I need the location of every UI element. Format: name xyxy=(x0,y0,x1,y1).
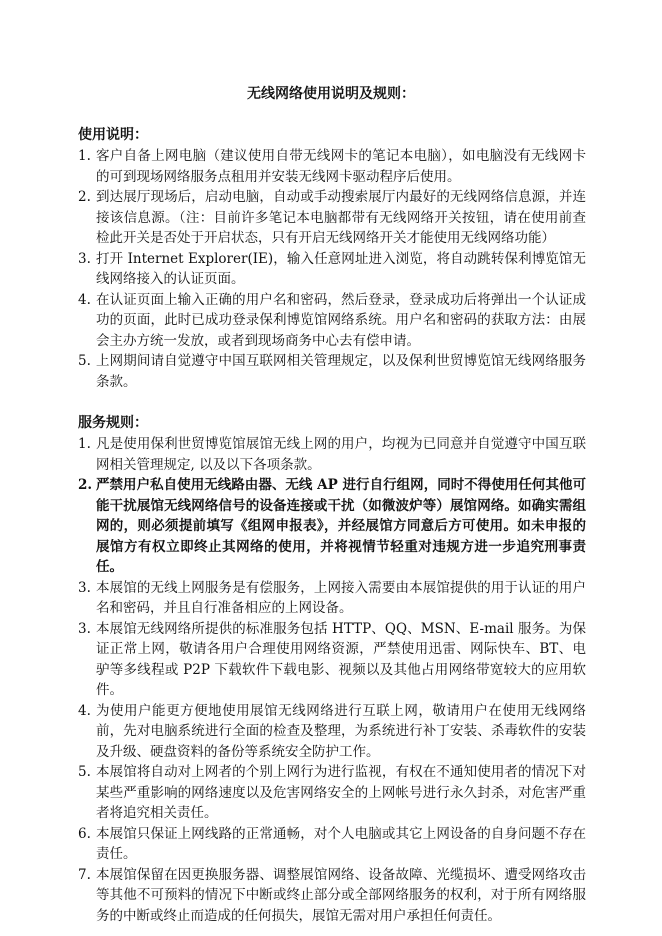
usage-item-text: 上网期间请自觉遵守中国互联网相关管理规定，以及保利世贸博览馆无线网络服务条款。 xyxy=(96,353,586,390)
rule-item-emphasized xyxy=(78,475,586,578)
usage-item xyxy=(78,351,586,392)
rule-item xyxy=(78,762,586,824)
document-body xyxy=(78,124,586,926)
usage-item-text: 在认证页面上输入正确的用户名和密码，然后登录，登录成功后将弹出一个认证成功的页面，此时已成功登录保利博览馆网络系统。用户名和密码的获取方法：由展会主办方统一发放，或者到现场商务中心去有偿申请。 xyxy=(96,291,586,349)
rule-item-text: 本展馆无线网络所提供的标准服务包括 HTTP、QQ、MSN、E-mail 服务。为保证正常上网，敬请各用户合理使用网络资源，严禁使用迅雷、网际快车、BT、电驴等多线程或 P2P 下载软件下载电影、视频以及其他占用网络带宽较大的应用软件。 xyxy=(96,620,586,698)
rule-item xyxy=(78,824,586,865)
usage-item-number: 4. xyxy=(78,291,91,308)
usage-heading: 使用说明： xyxy=(78,127,148,143)
usage-item xyxy=(78,290,586,352)
rule-item xyxy=(78,701,586,763)
rule-item-text: 为使用户能更方便地使用展馆无线网络进行互联上网，敬请用户在使用无线网络前，先对电脑系统进行全面的检查及整理，为系统进行补丁安装、杀毒软件的安装及升级、硬盘资料的备份等系统安全防护工作。 xyxy=(96,702,586,760)
rule-item-text: 本展馆将自动对上网者的个别上网行为进行监视，有权在不通知使用者的情况下对某些严重影响的网络速度以及危害网络安全的上网帐号进行永久封杀，对危害严重者将追究相关责任。 xyxy=(96,764,586,821)
rule-item-text: 本展馆的无线上网服务是有偿服务，上网接入需要由本展馆提供的用于认证的用户名和密码，并且自行准备相应的上网设备。 xyxy=(96,579,586,616)
rule-item xyxy=(78,434,586,475)
usage-item-number: 3. xyxy=(78,250,91,267)
rule-item xyxy=(78,619,586,701)
rule-item-number: 4. xyxy=(78,702,91,719)
rules-heading: 服务规则： xyxy=(78,415,148,431)
usage-item-text: 到达展厅现场后，启动电脑，自动或手动搜索展厅内最好的无线网络信息源，并连接该信息源。（注：目前许多笔记本电脑都带有无线网络开关按钮，请在使用前查检此开关是否处于开启状态，只有开启无线网络开关才能使用无线网络功能） xyxy=(96,189,586,246)
rules-list xyxy=(78,434,586,926)
rule-item-number: 1. xyxy=(78,436,91,452)
rule-item-text: 本展馆只保证上网线路的正常通畅，对个人电脑或其它上网设备的自身问题不存在责任。 xyxy=(96,825,586,862)
usage-list xyxy=(78,146,586,392)
usage-item xyxy=(78,146,586,187)
rule-item-number: 3. xyxy=(78,579,91,596)
rule-item-number: 5. xyxy=(78,764,91,780)
rule-item xyxy=(78,865,586,927)
rule-item-number: 2. xyxy=(78,477,93,493)
usage-item-number: 5. xyxy=(78,353,91,369)
usage-item-text: 打开 Internet Explorer(IE)，输入任意网址进入浏览，将自动跳转保利博览馆无线网络接入的认证页面。 xyxy=(96,250,586,287)
rule-item-number: 7. xyxy=(78,866,91,883)
section-spacer xyxy=(78,392,586,412)
usage-item xyxy=(78,249,586,290)
usage-item-number: 2. xyxy=(78,189,91,205)
rule-item-text: 凡是使用保利世贸博览馆展馆无线上网的用户，均视为已同意并自觉遵守中国互联网相关管理规定, 以及以下各项条款。 xyxy=(96,436,586,473)
rule-item-number: 6. xyxy=(78,825,91,842)
usage-item xyxy=(78,187,586,249)
document-title: 无线网络使用说明及规则： xyxy=(247,86,415,102)
rule-item-number: 3. xyxy=(78,620,91,637)
rule-item-text: 严禁用户私自使用无线路由器、无线 AP 进行自行组网，同时不得使用任何其他可能干扰展馆无线网络信号的设备连接或干扰（如微波炉等）展馆网络。如确实需组网的，则必须提前填写《组网申报表》，并经展馆方同意后方可使用。如未申报的展馆方有权立即终止其网络的使用，并将视情节轻重对违规方进一步追究刑事责任。 xyxy=(96,477,586,575)
rule-item-text: 本展馆保留在因更换服务器、调整展馆网络、设备故障、光缆损坏、遭受网络攻击等其他不可预料的情况下中断或终止部分或全部网络服务的权利，对于所有网络服务的中断或终止而造成的任何损失，展馆无需对用户承担任何责任。 xyxy=(96,866,586,924)
usage-item-text: 客户自备上网电脑（建议使用自带无线网卡的笔记本电脑），如电脑没有无线网卡的可到现场网络服务点租用并安装无线网卡驱动程序后使用。 xyxy=(96,148,586,185)
usage-item-number: 1. xyxy=(78,148,91,164)
rule-item xyxy=(78,578,586,619)
